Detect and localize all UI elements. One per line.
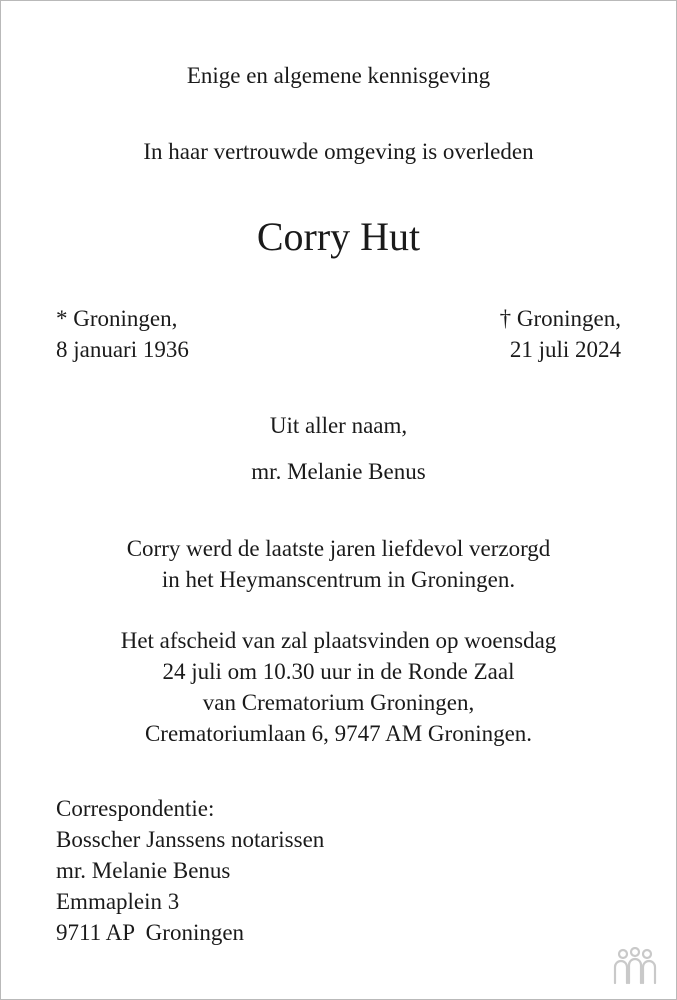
correspondence-label: Correspondentie: [56, 796, 215, 821]
correspondence-line: Emmaplein 3 [56, 889, 180, 914]
signoff: Uit aller naam, [269, 413, 408, 438]
birth-place: * Groningen, [56, 306, 178, 331]
care-line: in het Heymanscentrum in Groningen. [161, 567, 516, 592]
death-date: 21 juli 2024 [509, 337, 621, 362]
signer: mr. Melanie Benus [251, 459, 426, 484]
birth-date: 8 januari 1936 [56, 337, 189, 362]
farewell-line: van Crematorium Groningen, [202, 690, 475, 715]
farewell-line: 24 juli om 10.30 uur in de Ronde Zaal [162, 659, 515, 684]
correspondence-line: mr. Melanie Benus [56, 858, 231, 883]
correspondence-line: Bosscher Janssens notarissen [56, 827, 325, 852]
death-place: † Groningen, [499, 306, 621, 331]
care-line: Corry werd de laatste jaren liefdevol verzorgd [126, 536, 551, 561]
farewell-line: Het afscheid van zal plaatsvinden op woensdag [120, 628, 557, 653]
notice-heading: Enige en algemene kennisgeving [186, 63, 491, 88]
correspondence-line: 9711 AP Groningen [56, 920, 245, 945]
deceased-name: Corry Hut [256, 214, 421, 259]
farewell-line: Crematoriumlaan 6, 9747 AM Groningen. [144, 721, 533, 746]
notice-intro: In haar vertrouwde omgeving is overleden [143, 139, 534, 164]
people-group-icon [610, 947, 660, 985]
